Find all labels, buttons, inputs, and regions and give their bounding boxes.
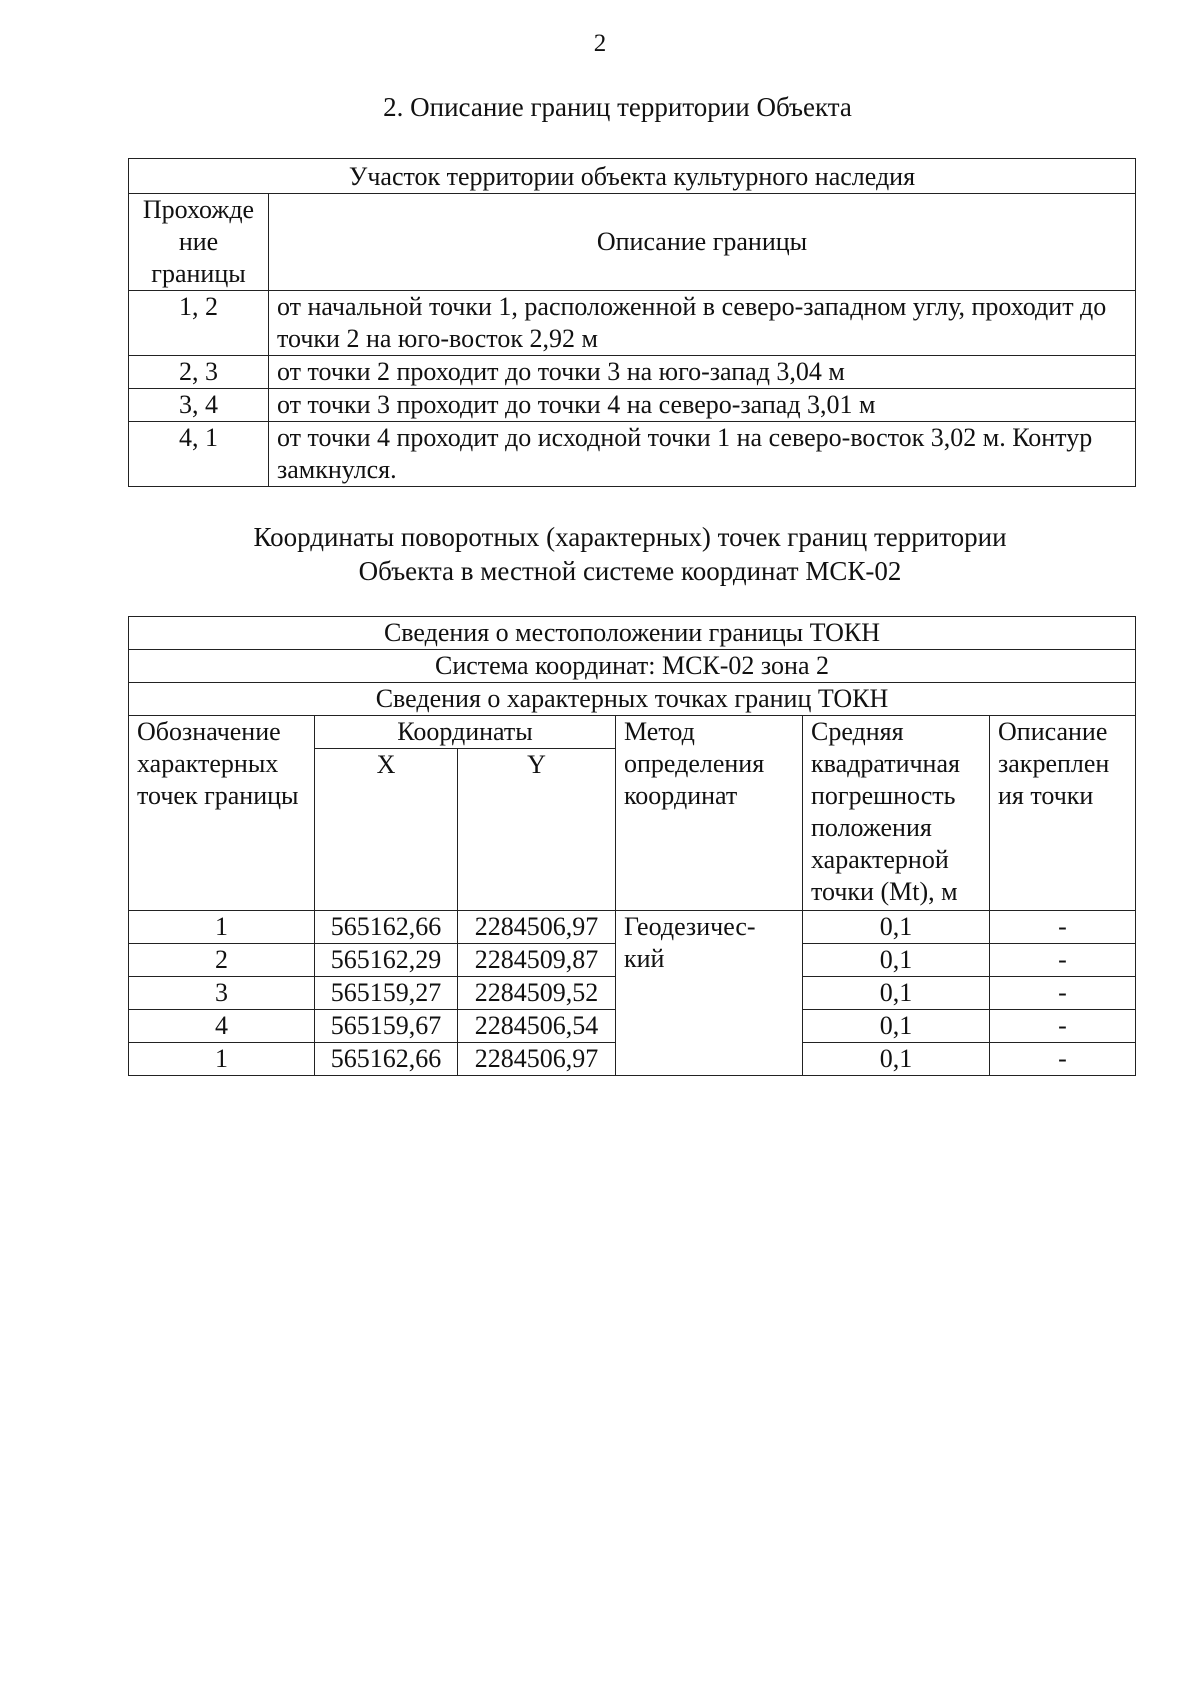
description-cell: от точки 4 проходит до исходной точки 1 на северо-восток 3,02 м. Контур замкнулся.: [269, 422, 1136, 487]
fixing-cell: -: [990, 977, 1136, 1010]
description-cell: от точки 3 проходит до точки 4 на северо-запад 3,01 м: [269, 389, 1136, 422]
fixing-header: Описание закреплен ия точки: [990, 716, 1136, 911]
point-cell: 1: [129, 911, 315, 944]
coordinates-title-line: Координаты поворотных (характерных) точек границ территории: [253, 522, 1007, 552]
segment-cell: 4, 1: [129, 422, 269, 487]
description-cell: от точки 2 проходит до точки 3 на юго-запад 3,04 м: [269, 356, 1136, 389]
mt-cell: 0,1: [803, 911, 990, 944]
description-cell: от начальной точки 1, расположенной в северо-западном углу, проходит до точки 2 на юго-восток 2,92 м: [269, 291, 1136, 356]
y-cell: 2284506,54: [458, 1010, 616, 1043]
fixing-cell: -: [990, 1010, 1136, 1043]
y-cell: 2284506,97: [458, 911, 616, 944]
x-cell: 565162,66: [315, 911, 458, 944]
fixing-cell: -: [990, 911, 1136, 944]
segment-cell: 1, 2: [129, 291, 269, 356]
y-header: Y: [458, 749, 616, 911]
section-title: 2. Описание границ территории Объекта: [383, 92, 852, 122]
coordinates-header: Координаты: [315, 716, 616, 749]
point-cell: 2: [129, 944, 315, 977]
mt-cell: 0,1: [803, 1043, 990, 1076]
method-header: Метод определения координат: [616, 716, 803, 911]
segment-header: Прохожде ние границы: [129, 194, 269, 291]
mt-cell: 0,1: [803, 1010, 990, 1043]
page-number: 2: [593, 30, 607, 57]
point-cell: 3: [129, 977, 315, 1010]
point-cell: 4: [129, 1010, 315, 1043]
y-cell: 2284509,52: [458, 977, 616, 1010]
mt-cell: 0,1: [803, 944, 990, 977]
y-cell: 2284509,87: [458, 944, 616, 977]
x-cell: 565159,67: [315, 1010, 458, 1043]
method-cell: Геодезичес- кий: [616, 911, 803, 1076]
fixing-cell: -: [990, 1043, 1136, 1076]
x-cell: 565159,27: [315, 977, 458, 1010]
segment-cell: 2, 3: [129, 356, 269, 389]
x-cell: 565162,29: [315, 944, 458, 977]
segment-cell: 3, 4: [129, 389, 269, 422]
points-info-header: Сведения о характерных точках границ ТОКН: [129, 683, 1136, 716]
error-header: Средняя квадратичная погрешность положения характерной точки (Mt), м: [803, 716, 990, 911]
coordinate-system-header: Система координат: МСК-02 зона 2: [129, 650, 1136, 683]
description-header: Описание границы: [269, 194, 1136, 291]
boundary-description-table: [128, 158, 1136, 487]
fixing-cell: -: [990, 944, 1136, 977]
x-cell: 565162,66: [315, 1043, 458, 1076]
location-info-header: Сведения о местоположении границы ТОКН: [129, 617, 1136, 650]
coordinates-table: [128, 616, 1136, 1076]
coordinates-title-line: Объекта в местной системе координат МСК-02: [358, 556, 902, 586]
designation-header: Обозначение характерных точек границы: [129, 716, 315, 911]
coordinates-title: [0, 520, 1200, 588]
boundary-table-title: Участок территории объекта культурного наследия: [129, 159, 1136, 194]
point-cell: 1: [129, 1043, 315, 1076]
y-cell: 2284506,97: [458, 1043, 616, 1076]
mt-cell: 0,1: [803, 977, 990, 1010]
x-header: X: [315, 749, 458, 911]
